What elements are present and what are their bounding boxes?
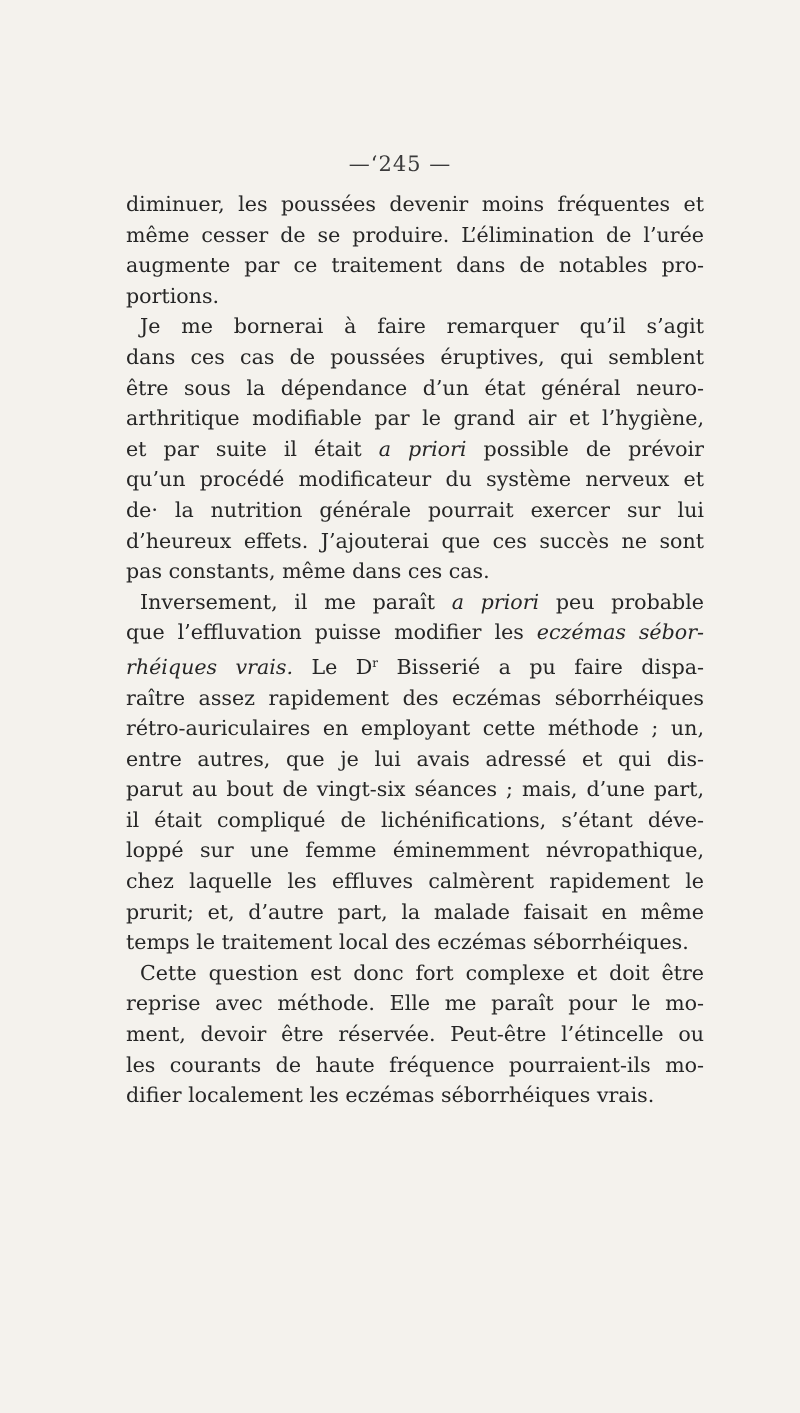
- text-line: [126, 1080, 704, 1111]
- text-segment: qu’un procédé modificateur du système nerveux et: [126, 467, 704, 492]
- italic-text: eczémas sébor-: [536, 620, 705, 645]
- text-line: [126, 342, 704, 373]
- text-segment: entre autres, que je lui avais adressé et qui dis-: [126, 746, 704, 771]
- text-line: [126, 373, 704, 404]
- text-segment: arthritique modifiable par le grand air et l’hygiène,: [126, 406, 704, 431]
- text-line: [126, 220, 704, 251]
- text-line: [126, 713, 704, 744]
- text-segment: Le D: [293, 654, 373, 679]
- text-segment: reprise avec méthode. Elle me paraît pour le mo-: [126, 991, 704, 1016]
- text-segment: chez laquelle les effluves calmèrent rapidement le: [126, 869, 704, 894]
- text-segment: Cette question est donc fort complexe et doit être: [140, 960, 704, 985]
- text-segment: ment, devoir être réservée. Peut-être l’étincelle ou: [126, 1022, 704, 1047]
- text-line: [126, 250, 704, 281]
- text-line: [126, 495, 704, 526]
- text-segment: dans ces cas de poussées éruptives, qui semblent: [126, 344, 704, 369]
- text-segment: difier localement les eczémas séborrhéiques vrais.: [126, 1083, 655, 1108]
- text-line: [126, 1050, 704, 1081]
- italic-text: a priori: [451, 589, 540, 614]
- text-line: [126, 958, 704, 989]
- text-segment: augmente par ce traitement dans de notables pro-: [126, 253, 704, 278]
- text-line: [126, 744, 704, 775]
- italic-text: rhéiques vrais.: [126, 654, 293, 679]
- text-line: [126, 617, 704, 648]
- text-line: [126, 683, 704, 714]
- text-line: [126, 434, 704, 465]
- text-line: [126, 648, 704, 683]
- text-segment: et par suite il était: [126, 436, 379, 461]
- text-segment: pas constants, même dans ces cas.: [126, 559, 490, 584]
- text-segment: les courants de haute fréquence pourraient-ils mo-: [126, 1052, 704, 1077]
- text-segment: même cesser de se produire. L’élimination de l’urée: [126, 222, 704, 247]
- text-segment: portions.: [126, 283, 220, 308]
- text-segment: possible de prévoir: [466, 436, 704, 461]
- text-line: [126, 281, 704, 312]
- text-line: [126, 526, 704, 557]
- text-line: [126, 835, 704, 866]
- body-text: [126, 189, 704, 1111]
- text-line: [126, 403, 704, 434]
- text-segment: peu probable: [539, 589, 704, 614]
- italic-text: a priori: [378, 436, 467, 461]
- page-number: —‘245 —: [348, 152, 452, 176]
- text-segment: de· la nutrition générale pourrait exercer sur lui: [126, 497, 704, 522]
- text-line: [126, 774, 704, 805]
- text-line: [126, 556, 704, 587]
- text-line: [126, 464, 704, 495]
- text-segment: rétro-auriculaires en employant cette méthode ; un,: [126, 716, 704, 741]
- text-segment: que l’effluvation puisse modifier les: [126, 620, 537, 645]
- text-segment: d’heureux effets. J’ajouterai que ces succès ne sont: [126, 528, 704, 553]
- text-line: [126, 927, 704, 958]
- text-line: [126, 311, 704, 342]
- text-line: [126, 587, 704, 618]
- text-line: [126, 189, 704, 220]
- text-segment: il était compliqué de lichénifications, s’étant déve-: [126, 807, 704, 832]
- text-segment: Bisserié a pu faire dispa-: [378, 654, 704, 679]
- text-line: [126, 897, 704, 928]
- text-line: [126, 866, 704, 897]
- text-line: [126, 988, 704, 1019]
- text-segment: parut au bout de vingt-six séances ; mais, d’une part,: [126, 777, 704, 802]
- text-segment: Inversement, il me paraît: [140, 589, 452, 614]
- text-segment: prurit; et, d’autre part, la malade faisait en même: [126, 899, 704, 924]
- superscript-text: r: [372, 655, 379, 670]
- text-line: [126, 805, 704, 836]
- text-segment: raître assez rapidement des eczémas séborrhéiques: [126, 685, 704, 710]
- text-segment: diminuer, les poussées devenir moins fréquentes et: [126, 192, 704, 216]
- text-segment: loppé sur une femme éminemment névropathique,: [126, 838, 704, 863]
- text-line: [126, 1019, 704, 1050]
- text-segment: être sous la dépendance d’un état général neuro-: [126, 375, 704, 400]
- text-segment: temps le traitement local des eczémas séborrhéiques.: [126, 930, 689, 955]
- text-segment: Je me bornerai à faire remarquer qu’il s’agit: [140, 314, 704, 339]
